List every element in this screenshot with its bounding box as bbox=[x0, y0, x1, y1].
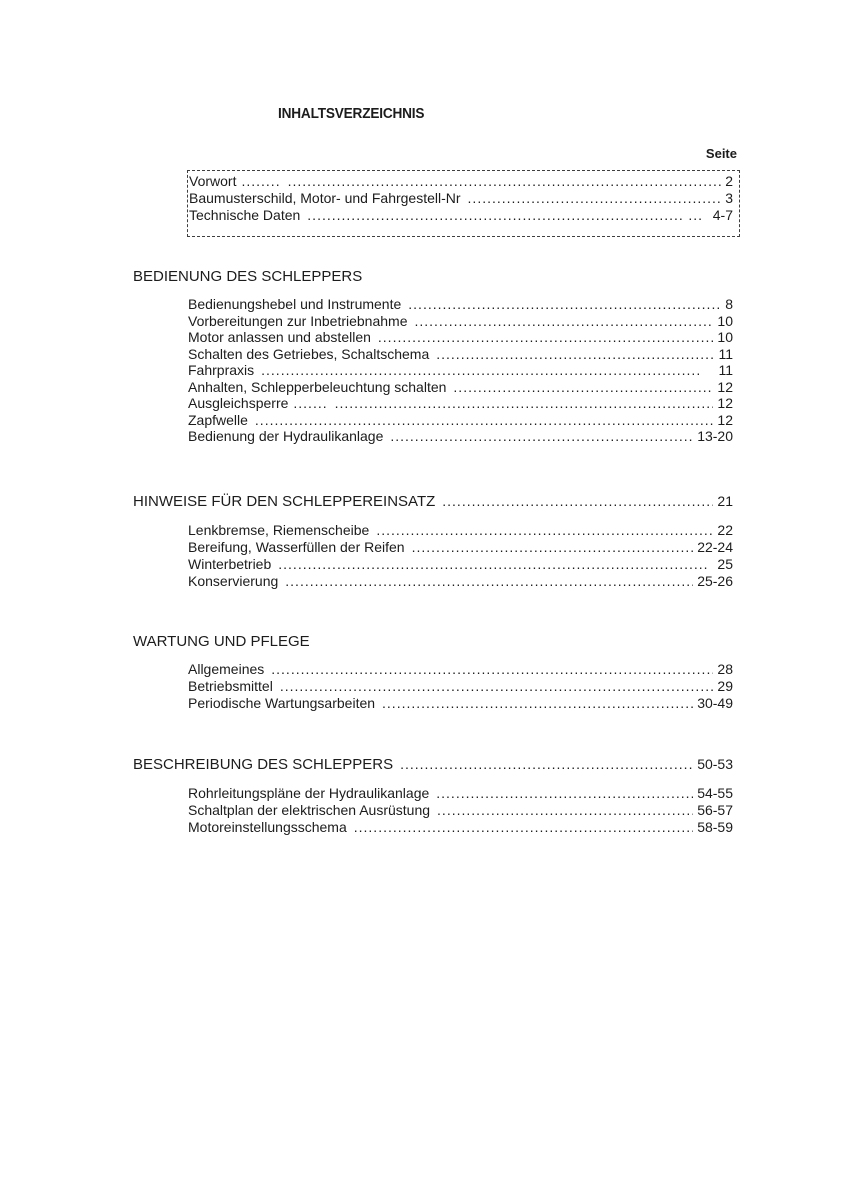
toc-dot-leader bbox=[271, 661, 713, 678]
toc-page-number: 3 bbox=[725, 190, 733, 206]
toc-row bbox=[188, 346, 733, 363]
toc-item-label: Bedienungshebel und Instrumente bbox=[188, 296, 402, 312]
toc-page-number: 29 bbox=[717, 678, 733, 694]
toc-dot-leader bbox=[382, 695, 693, 712]
toc-dot-leader bbox=[400, 756, 693, 773]
toc-extra-dots: ....... bbox=[293, 395, 328, 411]
toc-item-label: Baumusterschild, Motor- und Fahrgestell-Nr bbox=[189, 190, 461, 206]
toc-dot-leader bbox=[436, 346, 714, 363]
toc-row bbox=[188, 802, 733, 819]
toc-item-label: Motor anlassen und abstellen bbox=[188, 329, 371, 345]
toc-row bbox=[188, 412, 733, 429]
toc-item-label: Rohrleitungspläne der Hydraulikanlage bbox=[188, 785, 430, 801]
toc-row bbox=[188, 695, 733, 712]
toc-item-label: Allgemeines bbox=[188, 661, 265, 677]
toc-item-label: Bedienung der Hydraulikanlage bbox=[188, 428, 384, 444]
toc-item-label: Anhalten, Schlepperbeleuchtung schalten bbox=[188, 378, 447, 395]
toc-item-label: Lenkbremse, Riemenscheibe bbox=[188, 522, 370, 538]
toc-page-number: 21 bbox=[717, 493, 733, 509]
toc-dot-leader bbox=[436, 785, 693, 802]
toc-row bbox=[188, 522, 733, 539]
toc-item-label: Bereifung, Wasserfüllen der Reifen bbox=[188, 539, 405, 555]
toc-row bbox=[188, 785, 733, 802]
section-items-hinweise bbox=[188, 522, 733, 590]
toc-row bbox=[188, 362, 733, 379]
toc-dot-leader bbox=[261, 362, 700, 379]
section-items-bedienung bbox=[188, 296, 733, 445]
toc-dot-leader bbox=[453, 379, 713, 396]
toc-dot-leader bbox=[278, 556, 708, 573]
toc-dot-leader bbox=[390, 428, 693, 445]
section-heading-label: HINWEISE FÜR DEN SCHLEPPEREINSATZ bbox=[133, 493, 436, 510]
toc-dot-leader bbox=[437, 802, 693, 819]
toc-page-number: 2 bbox=[725, 173, 733, 189]
toc-row bbox=[188, 428, 733, 445]
toc-page-number: 4-7 bbox=[712, 207, 733, 223]
toc-dot-leader bbox=[255, 412, 714, 429]
toc-pre-page: ... bbox=[688, 207, 713, 223]
toc-item-label: Vorwort bbox=[189, 173, 237, 189]
toc-row bbox=[189, 190, 733, 207]
toc-row bbox=[188, 539, 733, 556]
toc-item-label: Zapfwelle bbox=[188, 411, 248, 428]
toc-dot-leader bbox=[468, 190, 722, 207]
toc-item-label: Motoreinstellungsschema bbox=[188, 819, 347, 835]
toc-row bbox=[188, 819, 733, 836]
toc-page-number: 12 bbox=[717, 395, 733, 411]
section-items-wartung bbox=[188, 661, 733, 712]
toc-row bbox=[188, 379, 733, 396]
toc-page-number: 11 bbox=[718, 345, 733, 362]
toc-page-number: 58-59 bbox=[697, 819, 733, 835]
toc-item-label: Technische Daten bbox=[189, 207, 301, 223]
toc-dot-leader bbox=[285, 573, 693, 590]
toc-page-number: 10 bbox=[717, 312, 733, 329]
toc-row bbox=[188, 313, 733, 330]
toc-row bbox=[188, 678, 733, 695]
toc-page-number: 12 bbox=[717, 411, 733, 428]
section-heading-bedienung: BEDIENUNG DES SCHLEPPERS bbox=[133, 268, 363, 285]
page-title: INHALTSVERZEICHNIS bbox=[278, 106, 425, 122]
section-heading-label: BESCHREIBUNG DES SCHLEPPERS bbox=[133, 756, 394, 773]
toc-page-number: 22 bbox=[717, 522, 733, 538]
toc-item-label: Schaltplan der elektrischen Ausrüstung bbox=[188, 802, 431, 818]
toc-page-number: 25 bbox=[717, 556, 733, 572]
toc-page-number: 30-49 bbox=[697, 695, 733, 711]
toc-item-label: Winterbetrieb bbox=[188, 556, 272, 572]
toc-dot-leader bbox=[414, 313, 713, 330]
toc-page-number: 8 bbox=[725, 296, 733, 312]
toc-row bbox=[188, 573, 733, 590]
toc-item-label: Periodische Wartungsarbeiten bbox=[188, 695, 376, 711]
toc-page-number: 28 bbox=[717, 661, 733, 677]
section-heading-wartung: WARTUNG UND PFLEGE bbox=[133, 633, 310, 650]
toc-item-label: Konservierung bbox=[188, 573, 279, 589]
toc-row bbox=[189, 207, 733, 224]
section-items-beschreibung bbox=[188, 785, 733, 836]
toc-row bbox=[188, 661, 733, 678]
toc-dot-leader bbox=[408, 296, 721, 313]
toc-dot-leader bbox=[376, 522, 713, 539]
toc-extra-dots: ........ bbox=[241, 173, 281, 189]
front-matter-dashed-box bbox=[187, 170, 740, 237]
toc-dot-leader bbox=[335, 395, 714, 412]
toc-row bbox=[188, 329, 733, 346]
toc-page-number: 13-20 bbox=[697, 428, 733, 444]
toc-dot-leader bbox=[280, 678, 714, 695]
toc-row bbox=[188, 556, 733, 573]
toc-pre-page bbox=[704, 362, 719, 379]
toc-page-number: 12 bbox=[717, 378, 733, 395]
toc-item-label: Schalten des Getriebes, Schaltschema bbox=[188, 345, 430, 362]
toc-page-number: 22-24 bbox=[697, 539, 733, 555]
toc-page-number: 56-57 bbox=[697, 802, 733, 818]
toc-dot-leader bbox=[354, 819, 693, 836]
toc-item-label: Fahrpraxis bbox=[188, 362, 255, 378]
toc-page-number: 25-26 bbox=[697, 573, 733, 589]
toc-row bbox=[188, 395, 733, 412]
toc-row bbox=[189, 173, 733, 190]
toc-dot-leader bbox=[442, 493, 713, 510]
page-column-header: Seite bbox=[705, 146, 737, 161]
toc-page-number: 50-53 bbox=[697, 756, 733, 772]
toc-dot-leader bbox=[412, 539, 694, 556]
toc-dot-leader bbox=[288, 173, 722, 190]
toc-page-number: 11 bbox=[718, 362, 733, 378]
toc-item-label: Betriebsmittel bbox=[188, 678, 273, 694]
toc-page-number: 10 bbox=[717, 329, 733, 345]
toc-item-label: Vorbereitungen zur Inbetriebnahme bbox=[188, 312, 408, 329]
toc-page-number: 54-55 bbox=[697, 785, 733, 801]
toc-dot-leader bbox=[307, 207, 684, 224]
section-heading-row-beschreibung bbox=[133, 756, 733, 773]
section-heading-row-hinweise bbox=[133, 493, 733, 510]
toc-dot-leader bbox=[378, 329, 714, 346]
toc-item-label: Ausgleichsperre bbox=[188, 395, 289, 411]
toc-row bbox=[188, 296, 733, 313]
